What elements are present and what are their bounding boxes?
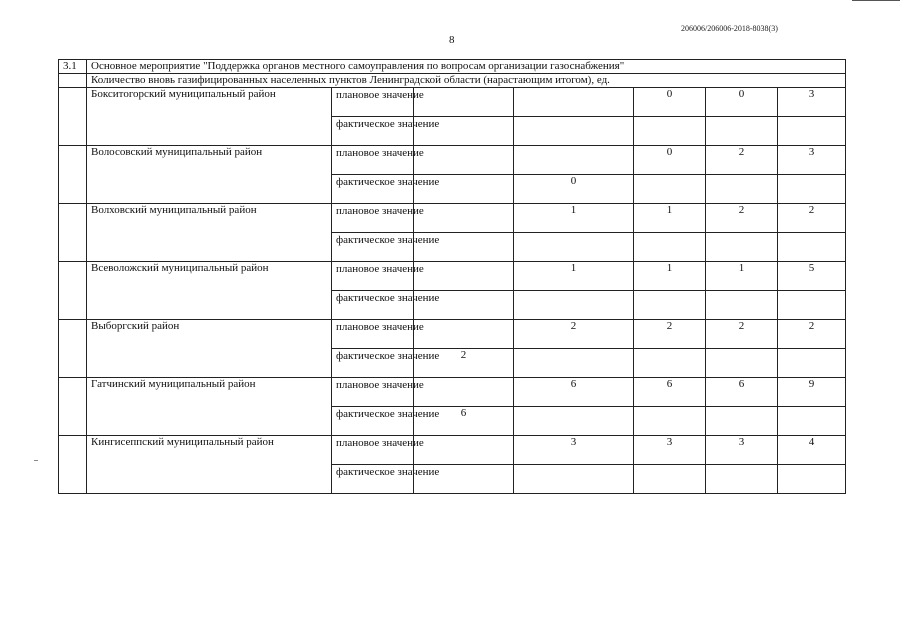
value-cell: 6 bbox=[514, 378, 634, 407]
corner-mark bbox=[852, 0, 900, 1]
district-plan-row bbox=[59, 320, 846, 349]
fact-value-label: фактическое значение bbox=[332, 465, 414, 494]
section-number: 3.1 bbox=[59, 60, 87, 74]
value-cell: 0 bbox=[706, 88, 778, 117]
district-plan-row bbox=[59, 378, 846, 407]
value-cell: 2 bbox=[634, 320, 706, 349]
number-cell bbox=[59, 262, 87, 320]
value-cell bbox=[634, 233, 706, 262]
value-cell: 2 bbox=[706, 204, 778, 233]
value-cell: 3 bbox=[706, 436, 778, 465]
value-cell bbox=[414, 204, 514, 233]
value-cell bbox=[778, 349, 846, 378]
district-name: Волосовский муниципальный район bbox=[87, 146, 332, 204]
value-cell: 3 bbox=[778, 146, 846, 175]
district-name: Бокситогорский муниципальный район bbox=[87, 88, 332, 146]
value-cell bbox=[514, 146, 634, 175]
value-cell bbox=[514, 291, 634, 320]
page-number: 8 bbox=[449, 34, 455, 46]
value-cell: 3 bbox=[514, 436, 634, 465]
value-cell: 6 bbox=[634, 378, 706, 407]
plan-value-label: плановое значение bbox=[332, 320, 414, 349]
value-cell bbox=[414, 88, 514, 117]
value-cell: 2 bbox=[778, 204, 846, 233]
value-cell: 2 bbox=[706, 146, 778, 175]
value-cell: 1 bbox=[706, 262, 778, 291]
district-plan-row bbox=[59, 262, 846, 291]
value-cell: 0 bbox=[634, 146, 706, 175]
plan-value-label: плановое значение bbox=[332, 204, 414, 233]
value-cell: 0 bbox=[634, 88, 706, 117]
value-cell: 1 bbox=[634, 262, 706, 291]
fact-value-label: фактическое значение bbox=[332, 117, 414, 146]
value-cell: 1 bbox=[514, 262, 634, 291]
value-cell bbox=[634, 291, 706, 320]
value-cell bbox=[778, 291, 846, 320]
value-cell bbox=[706, 175, 778, 204]
value-cell bbox=[778, 175, 846, 204]
value-cell bbox=[778, 117, 846, 146]
value-cell bbox=[706, 233, 778, 262]
indicator-row bbox=[59, 74, 846, 88]
value-cell: 3 bbox=[778, 88, 846, 117]
value-cell bbox=[514, 88, 634, 117]
value-cell: 6 bbox=[414, 407, 514, 436]
plan-value-label: плановое значение bbox=[332, 378, 414, 407]
plan-value-label: плановое значение bbox=[332, 436, 414, 465]
value-cell bbox=[414, 146, 514, 175]
fact-value-label: фактическое значение bbox=[332, 349, 414, 378]
value-cell: 2 bbox=[514, 320, 634, 349]
district-name: Гатчинский муниципальный район bbox=[87, 378, 332, 436]
district-plan-row bbox=[59, 146, 846, 175]
number-cell bbox=[59, 320, 87, 378]
value-cell bbox=[414, 436, 514, 465]
district-plan-row bbox=[59, 436, 846, 465]
district-name: Волховский муниципальный район bbox=[87, 204, 332, 262]
district-name: Выборгский район bbox=[87, 320, 332, 378]
value-cell bbox=[778, 465, 846, 494]
value-cell bbox=[706, 349, 778, 378]
value-cell bbox=[514, 349, 634, 378]
number-cell bbox=[59, 378, 87, 436]
value-cell bbox=[706, 407, 778, 436]
plan-value-label: плановое значение bbox=[332, 146, 414, 175]
indicator-title: Количество вновь газифицированных населенных пунктов Ленинградской области (нарастающим итогом), ед. bbox=[87, 74, 846, 88]
indicator-table bbox=[58, 59, 846, 494]
fact-value-label: фактическое значение bbox=[332, 175, 414, 204]
value-cell bbox=[634, 349, 706, 378]
district-name: Всеволожский муниципальный район bbox=[87, 262, 332, 320]
value-cell bbox=[634, 407, 706, 436]
plan-value-label: плановое значение bbox=[332, 262, 414, 291]
value-cell: 0 bbox=[514, 175, 634, 204]
value-cell: 9 bbox=[778, 378, 846, 407]
value-cell: 4 bbox=[778, 436, 846, 465]
value-cell bbox=[634, 175, 706, 204]
value-cell: 1 bbox=[514, 204, 634, 233]
blank-cell bbox=[59, 74, 87, 88]
value-cell bbox=[514, 407, 634, 436]
document-id: 206006/206006-2018-8038(3) bbox=[681, 24, 778, 33]
value-cell bbox=[414, 320, 514, 349]
section-title: Основное мероприятие "Поддержка органов местного самоуправления по вопросам организации газоснабжения" bbox=[87, 60, 846, 74]
value-cell bbox=[706, 291, 778, 320]
value-cell bbox=[514, 117, 634, 146]
number-cell bbox=[59, 204, 87, 262]
value-cell bbox=[634, 117, 706, 146]
number-cell bbox=[59, 436, 87, 494]
value-cell: 2 bbox=[414, 349, 514, 378]
value-cell bbox=[514, 465, 634, 494]
scan-artifact bbox=[34, 460, 38, 461]
fact-value-label: фактическое значение bbox=[332, 233, 414, 262]
value-cell: 6 bbox=[706, 378, 778, 407]
value-cell: 2 bbox=[778, 320, 846, 349]
number-cell bbox=[59, 88, 87, 146]
fact-value-label: фактическое значение bbox=[332, 407, 414, 436]
plan-value-label: плановое значение bbox=[332, 88, 414, 117]
value-cell bbox=[778, 407, 846, 436]
district-plan-row bbox=[59, 88, 846, 117]
value-cell bbox=[778, 233, 846, 262]
value-cell bbox=[706, 117, 778, 146]
value-cell bbox=[634, 465, 706, 494]
value-cell: 3 bbox=[634, 436, 706, 465]
value-cell: 1 bbox=[634, 204, 706, 233]
value-cell: 2 bbox=[706, 320, 778, 349]
value-cell bbox=[414, 378, 514, 407]
value-cell bbox=[514, 233, 634, 262]
value-cell bbox=[414, 262, 514, 291]
district-name: Кингисеппский муниципальный район bbox=[87, 436, 332, 494]
fact-value-label: фактическое значение bbox=[332, 291, 414, 320]
value-cell bbox=[706, 465, 778, 494]
number-cell bbox=[59, 146, 87, 204]
value-cell: 5 bbox=[778, 262, 846, 291]
section-header-row bbox=[59, 60, 846, 74]
district-plan-row bbox=[59, 204, 846, 233]
